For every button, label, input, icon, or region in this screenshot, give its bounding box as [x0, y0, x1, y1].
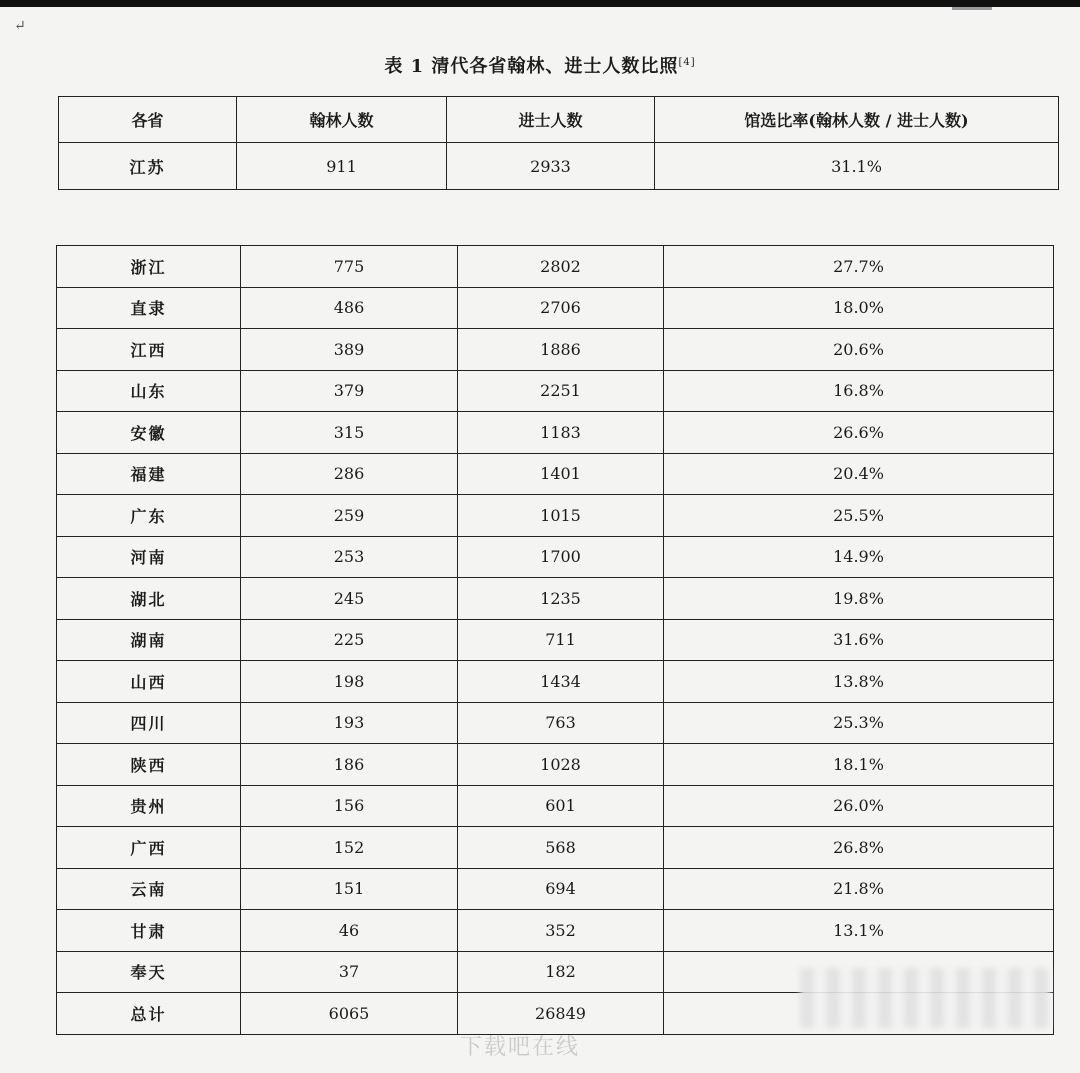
cell-ratio: 14.9%: [664, 536, 1054, 578]
table-row: [57, 412, 1054, 454]
cell-province: 福建: [57, 453, 241, 495]
cell-jinshi: 182: [458, 951, 664, 993]
cell-jinshi: 1235: [458, 578, 664, 620]
watermark: 下载吧在线: [460, 1035, 581, 1060]
cell-hanlin: 46: [241, 910, 458, 952]
cell-ratio: 25.5%: [664, 495, 1054, 537]
cell-province: 贵州: [57, 785, 241, 827]
cell-jinshi: 1700: [458, 536, 664, 578]
cell-ratio: 16.8%: [664, 370, 1054, 412]
cell-jinshi: 1015: [458, 495, 664, 537]
table-row: [57, 536, 1054, 578]
header-ratio: 馆选比率(翰林人数 / 进士人数): [655, 97, 1059, 143]
cell-province: 山东: [57, 370, 241, 412]
table-row: [57, 578, 1054, 620]
blurred-region: [800, 968, 1050, 1028]
header-hanlin: 翰林人数: [237, 97, 447, 143]
caption-title: 表 1 清代各省翰林、进士人数比照: [384, 56, 679, 77]
cell-hanlin: 151: [241, 868, 458, 910]
header-row: [59, 97, 1059, 143]
cell-province: 江苏: [59, 143, 237, 190]
cell-jinshi: 711: [458, 619, 664, 661]
table-rows: [57, 246, 1054, 1035]
cell-hanlin: 6065: [241, 993, 458, 1035]
cell-province: 山西: [57, 661, 241, 703]
cell-jinshi: 1183: [458, 412, 664, 454]
cell-hanlin: 259: [241, 495, 458, 537]
cell-ratio: 31.1%: [655, 143, 1059, 190]
cell-jinshi: 2802: [458, 246, 664, 288]
cell-province: 江西: [57, 329, 241, 371]
cell-hanlin: 198: [241, 661, 458, 703]
cell-ratio: 26.0%: [664, 785, 1054, 827]
table-row: [57, 661, 1054, 703]
table-row: [57, 287, 1054, 329]
cell-hanlin: 911: [237, 143, 447, 190]
cell-province: 直隶: [57, 287, 241, 329]
cell-province: 河南: [57, 536, 241, 578]
cell-jinshi: 1028: [458, 744, 664, 786]
cell-jinshi: 2706: [458, 287, 664, 329]
cell-hanlin: 225: [241, 619, 458, 661]
cell-hanlin: 156: [241, 785, 458, 827]
header-province: 各省: [59, 97, 237, 143]
cell-hanlin: 152: [241, 827, 458, 869]
cell-province: 湖南: [57, 619, 241, 661]
cell-jinshi: 26849: [458, 993, 664, 1035]
table-row: [57, 744, 1054, 786]
cell-jinshi: 1401: [458, 453, 664, 495]
cell-hanlin: 193: [241, 702, 458, 744]
cell-province: 安徽: [57, 412, 241, 454]
table-head-section: [58, 96, 1059, 190]
cell-hanlin: 389: [241, 329, 458, 371]
cell-jinshi: 601: [458, 785, 664, 827]
table-row: [57, 246, 1054, 288]
cell-province: 甘肃: [57, 910, 241, 952]
table-row: [57, 827, 1054, 869]
cell-province: 云南: [57, 868, 241, 910]
cell-hanlin: 37: [241, 951, 458, 993]
cell-jinshi: 2933: [447, 143, 655, 190]
table-row: [57, 370, 1054, 412]
cell-ratio: 19.8%: [664, 578, 1054, 620]
top-bar-notch: [952, 7, 992, 10]
cell-jinshi: 352: [458, 910, 664, 952]
table-row: [57, 785, 1054, 827]
cell-jinshi: 568: [458, 827, 664, 869]
cell-province: 总计: [57, 993, 241, 1035]
cell-ratio: 13.1%: [664, 910, 1054, 952]
cell-jinshi: 694: [458, 868, 664, 910]
cell-hanlin: 286: [241, 453, 458, 495]
table-row: [57, 453, 1054, 495]
table-body-section: [56, 245, 1054, 1035]
cell-jinshi: 2251: [458, 370, 664, 412]
table-row: [57, 702, 1054, 744]
header-jinshi: 进士人数: [447, 97, 655, 143]
cell-ratio: 18.1%: [664, 744, 1054, 786]
cell-jinshi: 1434: [458, 661, 664, 703]
cell-ratio: 25.3%: [664, 702, 1054, 744]
cell-province: 四川: [57, 702, 241, 744]
cell-ratio: 18.0%: [664, 287, 1054, 329]
cell-jinshi: 1886: [458, 329, 664, 371]
paragraph-return-icon: ↵: [14, 18, 26, 34]
cell-ratio: 26.6%: [664, 412, 1054, 454]
cell-hanlin: 775: [241, 246, 458, 288]
cell-ratio: 20.6%: [664, 329, 1054, 371]
caption-footnote: [4]: [678, 57, 696, 68]
table-row: [57, 619, 1054, 661]
table-row: [57, 910, 1054, 952]
table-caption: [0, 52, 1080, 78]
cell-ratio: 20.4%: [664, 453, 1054, 495]
cell-hanlin: 186: [241, 744, 458, 786]
table-row: [57, 868, 1054, 910]
cell-province: 湖北: [57, 578, 241, 620]
top-bar: [0, 0, 1080, 7]
cell-jinshi: 763: [458, 702, 664, 744]
cell-ratio: 31.6%: [664, 619, 1054, 661]
table-row: [57, 329, 1054, 371]
cell-hanlin: 245: [241, 578, 458, 620]
table-row: [59, 143, 1059, 190]
cell-province: 浙江: [57, 246, 241, 288]
cell-ratio: 27.7%: [664, 246, 1054, 288]
cell-province: 奉天: [57, 951, 241, 993]
cell-province: 广西: [57, 827, 241, 869]
table-row: [57, 495, 1054, 537]
cell-province: 陕西: [57, 744, 241, 786]
cell-ratio: 13.8%: [664, 661, 1054, 703]
cell-hanlin: 253: [241, 536, 458, 578]
cell-hanlin: 315: [241, 412, 458, 454]
cell-hanlin: 379: [241, 370, 458, 412]
cell-ratio: 26.8%: [664, 827, 1054, 869]
cell-hanlin: 486: [241, 287, 458, 329]
cell-ratio: 21.8%: [664, 868, 1054, 910]
cell-province: 广东: [57, 495, 241, 537]
